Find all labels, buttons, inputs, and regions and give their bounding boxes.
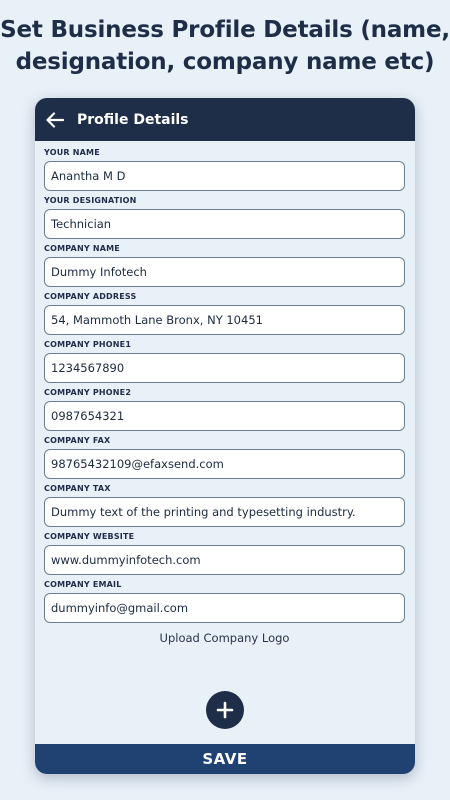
field-company-phone1 bbox=[44, 339, 405, 383]
field-your-name bbox=[44, 147, 405, 191]
profile-details-screen bbox=[35, 98, 415, 774]
company-email-input[interactable] bbox=[44, 593, 405, 623]
company-fax-input[interactable] bbox=[44, 449, 405, 479]
save-button[interactable]: SAVE bbox=[35, 744, 415, 774]
company-phone2-label: COMPANY PHONE2 bbox=[44, 388, 132, 397]
company-name-label: COMPANY NAME bbox=[44, 244, 120, 253]
field-your-designation bbox=[44, 195, 405, 239]
field-company-address bbox=[44, 291, 405, 335]
your-designation-input[interactable] bbox=[44, 209, 405, 239]
profile-form bbox=[35, 141, 415, 647]
arrow-left-icon bbox=[46, 112, 64, 128]
field-company-website bbox=[44, 531, 405, 575]
field-company-tax bbox=[44, 483, 405, 527]
upload-logo-label: Upload Company Logo bbox=[159, 631, 290, 645]
app-bar bbox=[35, 98, 415, 141]
field-company-email bbox=[44, 579, 405, 623]
field-company-fax bbox=[44, 435, 405, 479]
company-fax-label: COMPANY FAX bbox=[44, 436, 111, 445]
field-company-name bbox=[44, 243, 405, 287]
company-phone1-input[interactable] bbox=[44, 353, 405, 383]
your-name-input[interactable] bbox=[44, 161, 405, 191]
company-website-input[interactable] bbox=[44, 545, 405, 575]
screen-title: Profile Details bbox=[77, 111, 189, 128]
company-email-label: COMPANY EMAIL bbox=[44, 580, 122, 589]
your-designation-label: YOUR DESIGNATION bbox=[44, 196, 137, 205]
company-name-input[interactable] bbox=[44, 257, 405, 287]
your-name-label: YOUR NAME bbox=[44, 148, 100, 157]
page-headline: Set Business Profile Details (name, designation, company name etc) bbox=[0, 17, 450, 75]
back-button[interactable] bbox=[43, 108, 67, 132]
upload-logo-button[interactable] bbox=[206, 691, 244, 729]
company-phone2-input[interactable] bbox=[44, 401, 405, 431]
plus-icon bbox=[216, 701, 234, 719]
company-tax-input[interactable] bbox=[44, 497, 405, 527]
company-phone1-label: COMPANY PHONE1 bbox=[44, 340, 132, 349]
company-address-label: COMPANY ADDRESS bbox=[44, 292, 137, 301]
company-address-input[interactable] bbox=[44, 305, 405, 335]
company-website-label: COMPANY WEBSITE bbox=[44, 532, 135, 541]
field-company-phone2 bbox=[44, 387, 405, 431]
company-tax-label: COMPANY TAX bbox=[44, 484, 111, 493]
